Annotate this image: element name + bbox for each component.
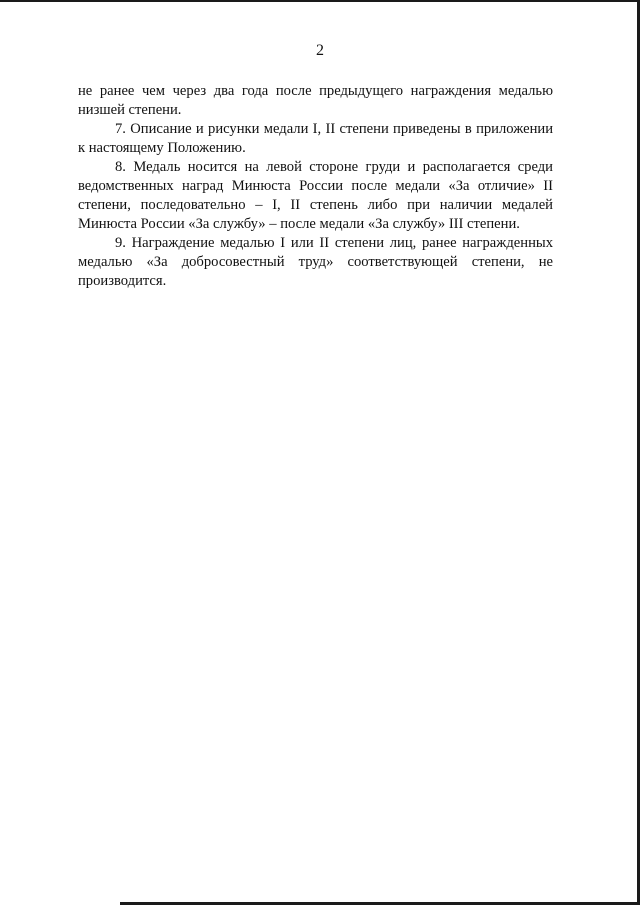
page-number: 2 [316,42,324,59]
paragraph-9: 9. Награждение медалью I или II степени лиц, ранее награжденных медалью «За добросовестный труд» соответствующей степени, не производится. [78,235,553,289]
paragraph-7: 7. Описание и рисунки медали I, II степени приведены в приложении к настоящему Положению. [78,121,553,156]
paragraph-continuation: не ранее чем через два года после предыдущего награждения медалью низшей степени. [78,83,553,118]
scan-edge-top [0,0,640,2]
document-body [78,82,553,291]
paragraph-8: 8. Медаль носится на левой стороне груди и располагается среди ведомственных наград Минюста России после медали «За отличие» II степени, последовательно – I, II степень либо при наличии медалей Минюста России «За службу» – после медали «За службу» III степени. [78,159,553,232]
